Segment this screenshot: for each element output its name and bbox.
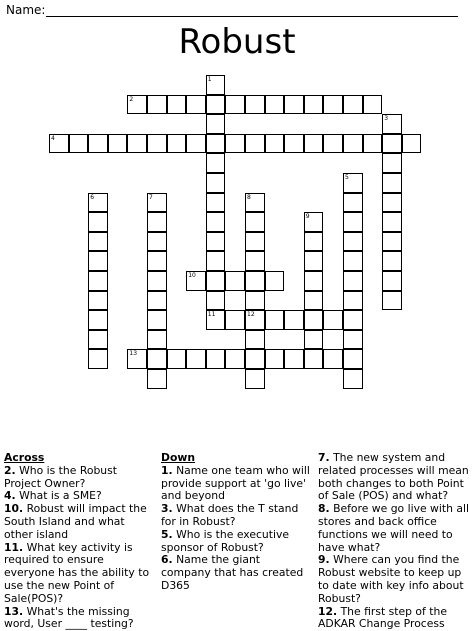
grid-cell[interactable] [206, 271, 226, 291]
grid-cell[interactable] [147, 349, 167, 369]
grid-cell[interactable] [304, 232, 324, 252]
clue-item-number: 10. [4, 502, 24, 516]
grid-cell[interactable] [284, 95, 304, 115]
clue-item-number: 6. [161, 553, 173, 567]
clue-number: 13 [129, 350, 138, 358]
clue-item-text: Name one team who will provide support at 'go live' and beyond [161, 463, 310, 503]
clue-number: 7 [149, 193, 153, 201]
grid-cell[interactable] [323, 134, 343, 154]
grid-cell[interactable] [284, 134, 304, 154]
grid-cell[interactable] [206, 153, 226, 173]
clue-item [4, 606, 154, 631]
clue-item-number: 12. [318, 604, 338, 618]
clue-number: 1 [207, 76, 212, 83]
grid-cell[interactable] [304, 291, 324, 311]
grid-cell[interactable] [265, 349, 285, 369]
grid-cell[interactable] [186, 95, 206, 115]
clue-item-text: Name the giant company that has created D365 [161, 553, 304, 592]
grid-cell[interactable] [127, 134, 147, 154]
down-clues [161, 452, 313, 593]
grid-cell[interactable] [245, 251, 265, 271]
clue-number: 10 [188, 272, 196, 279]
grid-cell[interactable] [167, 134, 187, 154]
grid-cell[interactable] [304, 271, 324, 291]
clue-number: 5 [345, 174, 349, 181]
grid-cell[interactable] [206, 349, 226, 369]
grid-cell[interactable] [245, 271, 265, 291]
clue-item [161, 465, 313, 503]
clue-item-text: Who is the executive sponsor of Robust? [161, 527, 290, 554]
grid-cell[interactable] [382, 212, 402, 232]
grid-cell[interactable] [343, 291, 363, 311]
grid-cell[interactable] [225, 271, 245, 291]
grid-cell[interactable] [49, 134, 69, 154]
clue-item-text: The new system and related processes will mean both changes to both Point of Sale (POS) and what? [318, 451, 469, 503]
grid-cell[interactable] [127, 95, 147, 115]
clue-item-number: 2. [4, 463, 16, 477]
grid-cell[interactable] [343, 271, 363, 291]
grid-cell[interactable] [225, 349, 245, 369]
grid-cell[interactable] [382, 271, 402, 291]
grid-cell[interactable] [245, 232, 265, 252]
across-clues [4, 452, 154, 631]
clue-number: 2 [129, 95, 134, 103]
grid-cell[interactable] [343, 330, 363, 350]
clue-item-number: 5. [161, 527, 173, 541]
grid-cell[interactable] [206, 193, 226, 213]
grid-cell[interactable] [206, 310, 226, 330]
clue-item-text: What is a SME? [19, 489, 102, 503]
grid-cell[interactable] [245, 349, 265, 369]
grid-cell[interactable] [127, 349, 147, 369]
grid-cell[interactable] [343, 349, 363, 369]
grid-cell[interactable] [88, 212, 108, 232]
grid-cell[interactable] [206, 114, 226, 134]
grid-cell[interactable] [147, 95, 167, 115]
grid-cell[interactable] [382, 291, 402, 311]
grid-cell[interactable] [88, 193, 108, 213]
grid-cell[interactable] [245, 310, 265, 330]
grid-cell[interactable] [245, 134, 265, 154]
clue-item [4, 542, 154, 606]
clue-item-text: Before we go live with all stores and back office functions we will need to have what? [318, 502, 470, 554]
grid-cell[interactable] [323, 310, 343, 330]
clue-item [161, 503, 313, 529]
grid-cell[interactable] [225, 310, 245, 330]
across-heading: Across [4, 451, 45, 464]
clue-item-text: Where can you find the Robust website to keep up to date with key info about Robust? [318, 553, 464, 605]
grid-cell[interactable] [304, 310, 324, 330]
grid-cell[interactable] [88, 291, 108, 311]
clue-item-text: What's the missing word, User ____ testing? [4, 604, 134, 631]
grid-cell[interactable] [147, 330, 167, 350]
clue-item-text: Who is the Robust Project Owner? [4, 463, 118, 490]
grid-cell[interactable] [206, 251, 226, 271]
grid-cell[interactable] [343, 95, 363, 115]
puzzle-title: Robust [178, 22, 296, 62]
clue-item-number: 8. [318, 502, 330, 516]
grid-cell[interactable] [304, 349, 324, 369]
grid-cell[interactable] [147, 193, 167, 213]
grid-cell[interactable] [225, 95, 245, 115]
grid-cell[interactable] [69, 134, 89, 154]
grid-cell[interactable] [186, 134, 206, 154]
grid-cell[interactable] [167, 95, 187, 115]
grid-cell[interactable] [186, 271, 206, 291]
clue-item [161, 554, 313, 592]
grid-cell[interactable] [147, 369, 167, 389]
grid-cell[interactable] [108, 134, 128, 154]
clue-item-text: What key activity is required to ensure everyone has the ability to use the new Point of Sale(POS)? [4, 540, 150, 605]
grid-cell[interactable] [147, 212, 167, 232]
grid-cell[interactable] [363, 95, 383, 115]
grid-cell[interactable] [167, 349, 187, 369]
grid-cell[interactable] [186, 349, 206, 369]
clue-item-number: 11. [4, 540, 24, 554]
grid-cell[interactable] [382, 173, 402, 193]
grid-cell[interactable] [382, 134, 402, 154]
grid-cell[interactable] [343, 134, 363, 154]
grid-cell[interactable] [284, 349, 304, 369]
grid-cell[interactable] [206, 291, 226, 311]
clue-number: 6 [90, 193, 95, 201]
grid-cell[interactable] [206, 212, 226, 232]
clue-item-number: 9. [318, 553, 330, 567]
clue-number: 12 [247, 311, 255, 319]
grid-cell[interactable] [382, 232, 402, 252]
grid-cell[interactable] [206, 75, 226, 95]
clue-item-number: 4. [4, 489, 16, 503]
clue-item [318, 554, 470, 605]
grid-cell[interactable] [206, 232, 226, 252]
clue-number: 11 [207, 311, 216, 319]
grid-cell[interactable] [323, 349, 343, 369]
name-label: Name: [6, 3, 46, 17]
clue-item-text: Robust will impact the South Island and what other island [4, 502, 147, 541]
grid-cell[interactable] [382, 251, 402, 271]
clue-item [318, 606, 470, 631]
grid-cell[interactable] [265, 310, 285, 330]
grid-cell[interactable] [206, 173, 226, 193]
clue-number: 4 [51, 134, 55, 142]
grid-cell[interactable] [88, 134, 108, 154]
clue-item [4, 465, 154, 491]
clue-item-number: 1. [161, 463, 173, 477]
grid-cell[interactable] [245, 330, 265, 350]
grid-cell[interactable] [343, 251, 363, 271]
down-heading: Down [161, 451, 196, 464]
clue-number: 3 [384, 115, 389, 123]
grid-cell[interactable] [304, 330, 324, 350]
clue-item [4, 503, 154, 541]
grid-cell[interactable] [304, 95, 324, 115]
grid-cell[interactable] [147, 310, 167, 330]
clue-item-text: The first step of the ADKAR Change Process [318, 604, 447, 631]
grid-cell[interactable] [88, 232, 108, 252]
grid-cell[interactable] [245, 291, 265, 311]
clue-item [318, 452, 470, 503]
grid-cell[interactable] [343, 369, 363, 389]
grid-cell[interactable] [147, 232, 167, 252]
grid-cell[interactable] [363, 134, 383, 154]
grid-cell[interactable] [147, 291, 167, 311]
grid-cell[interactable] [245, 212, 265, 232]
grid-cell[interactable] [147, 251, 167, 271]
grid-cell[interactable] [265, 134, 285, 154]
grid-cell[interactable] [88, 310, 108, 330]
grid-cell[interactable] [88, 271, 108, 291]
grid-cell[interactable] [343, 173, 363, 193]
clue-item [161, 529, 313, 555]
grid-cell[interactable] [88, 330, 108, 350]
grid-cell[interactable] [343, 310, 363, 330]
grid-cell[interactable] [206, 134, 226, 154]
grid-cell[interactable] [343, 212, 363, 232]
grid-cell[interactable] [206, 95, 226, 115]
grid-cell[interactable] [382, 153, 402, 173]
clue-number: 8 [247, 193, 251, 201]
grid-cell[interactable] [382, 114, 402, 134]
grid-cell[interactable] [88, 251, 108, 271]
grid-cell[interactable] [402, 134, 422, 154]
grid-cell[interactable] [304, 212, 324, 232]
clue-item [318, 503, 470, 554]
grid-cell[interactable] [245, 95, 265, 115]
grid-cell[interactable] [245, 369, 265, 389]
grid-cell[interactable] [343, 193, 363, 213]
clue-item-number: 7. [318, 451, 330, 464]
grid-cell[interactable] [304, 251, 324, 271]
clue-number: 9 [305, 213, 310, 221]
grid-cell[interactable] [284, 310, 304, 330]
grid-cell[interactable] [265, 95, 285, 115]
grid-cell[interactable] [343, 232, 363, 252]
grid-cell[interactable] [147, 134, 167, 154]
clue-item-text: What does the T stand for in Robust? [161, 502, 299, 528]
grid-cell[interactable] [304, 134, 324, 154]
grid-cell[interactable] [245, 193, 265, 213]
grid-cell[interactable] [147, 271, 167, 291]
down-clues-continued [318, 452, 470, 631]
grid-cell[interactable] [265, 271, 285, 291]
grid-cell[interactable] [323, 95, 343, 115]
grid-cell[interactable] [382, 193, 402, 213]
grid-cell[interactable] [225, 134, 245, 154]
clue-item-number: 3. [161, 502, 173, 516]
clue-item-number: 13. [4, 604, 24, 618]
grid-cell[interactable] [88, 349, 108, 369]
